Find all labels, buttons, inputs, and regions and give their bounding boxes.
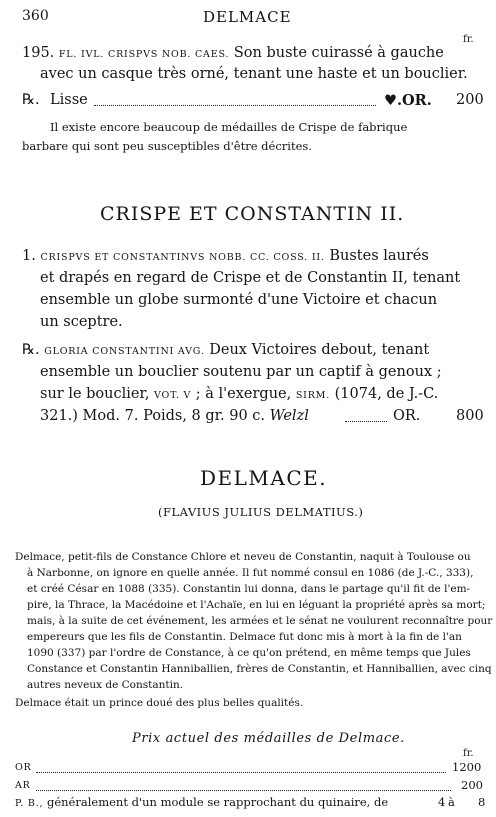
- entry-text: Bustes laurés: [329, 248, 429, 264]
- entry-text: (1074, de J.-C.: [334, 386, 439, 402]
- price: 800: [456, 408, 484, 424]
- entry-number: 1.: [22, 248, 36, 264]
- bio-line: et créé César en 1088 (335). Constantin lui donna, dans le partage qu'il fit de l'em-: [27, 583, 471, 595]
- dot-leader: [36, 790, 451, 791]
- dot-leader: [94, 105, 376, 106]
- coin-legend: CRISPVS ET CONSTANTINVS NOBB. CC. COSS. II.: [40, 252, 325, 263]
- dot-leader: [36, 772, 446, 773]
- bio-line: pire, la Thrace, la Macédoine et l'Achaïe, en lui en léguant la propriété après sa mort;: [27, 599, 486, 611]
- bio-line: Delmace, petit-fils de Constance Chlore et neveu de Constantin, naquit à Toulouse ou: [15, 551, 471, 563]
- mint-mark: ♥.OR.: [384, 92, 432, 109]
- price: 200: [456, 92, 484, 108]
- collector-name: Welzl: [269, 408, 309, 424]
- running-head: DELMACE: [203, 8, 292, 26]
- price-to: 8: [478, 795, 486, 809]
- bio-line: autres neveux de Constantin.: [27, 679, 184, 691]
- bio-line: empereurs que les fils de Constantin. Delmace fut donc mis à mort à la fin de l'an: [27, 631, 462, 643]
- bio-line: 1090 (337) par l'ordre de Constance, à ce qu'on prétend, en même temps que Jules: [27, 647, 471, 659]
- bio-line: Delmace était un prince doué des plus belles qualités.: [15, 697, 304, 709]
- price-from: 4: [438, 795, 446, 809]
- pb-text: généralement d'un module se rapprochant du quinaire, de: [46, 795, 389, 809]
- entry-text: 321.) Mod. 7. Poids, 8 gr. 90 c.: [40, 408, 266, 424]
- entry-195-line2: avec un casque très orné, tenant une haste et un bouclier.: [40, 66, 468, 82]
- bio-line: Constance et Constantin Hanniballien, frères de Constantin, et Hanniballien, avec cinq: [27, 663, 492, 675]
- coin-legend: GLORIA CONSTANTINI AVG.: [44, 346, 205, 357]
- metal: OR.: [393, 408, 421, 424]
- reverse-mark: ℞.: [22, 342, 40, 358]
- page-number: 360: [22, 8, 49, 24]
- section-title: CRISPE ET CONSTANTIN II.: [100, 203, 405, 225]
- entry-1-rev-line1: [22, 342, 429, 358]
- section-title: DELMACE.: [200, 466, 328, 490]
- bio-line: à Narbonne, on ignore en quelle année. Il fut nommé consul en 1086 (de J.-C., 333),: [27, 567, 474, 579]
- entry-1-rev-line2: ensemble un bouclier soutenu par un captif à genoux ;: [40, 364, 442, 380]
- entry-text: sur le bouclier,: [40, 386, 150, 402]
- reverse-text: Lisse: [50, 92, 88, 108]
- section-subtitle: (FLAVIUS JULIUS DELMATIUS.): [158, 505, 364, 519]
- entry-text: Deux Victoires debout, tenant: [209, 342, 430, 358]
- currency-label: fr.: [463, 748, 474, 759]
- price-to-word: à: [448, 795, 455, 809]
- entry-text: ; à l'exergue,: [195, 386, 292, 402]
- reverse-mark: ℞.: [22, 92, 40, 108]
- prices-title: Prix actuel des médailles de Delmace.: [132, 731, 405, 746]
- price: 1200: [452, 760, 482, 774]
- coin-legend: SIRM.: [295, 390, 331, 401]
- note-line2: barbare qui sont peu susceptibles d'être décrites.: [22, 139, 312, 153]
- bio-line: mais, à la suite de cet événement, les armées et le sénat ne voulurent reconnaître pour: [27, 615, 493, 627]
- dot-leader: [345, 421, 387, 422]
- entry-1-line4: un sceptre.: [40, 314, 123, 330]
- pb-line: [15, 795, 388, 809]
- entry-1-line1: [22, 248, 429, 264]
- entry-1-rev-line3: [40, 386, 438, 402]
- entry-1-rev-line4: [40, 408, 309, 424]
- entry-1-line3: ensemble un globe surmonté d'une Victoire et chacun: [40, 292, 438, 308]
- entry-number: 195.: [22, 45, 55, 61]
- metal-label: OR: [15, 762, 32, 773]
- currency-label: fr.: [463, 34, 474, 45]
- metal-label: P. B.,: [15, 798, 44, 809]
- metal-label: AR: [15, 780, 31, 791]
- entry-195-line1: [22, 45, 444, 61]
- entry-text: Son buste cuirassé à gauche: [233, 45, 444, 61]
- price: 200: [461, 778, 483, 792]
- entry-1-line2: et drapés en regard de Crispe et de Constantin II, tenant: [40, 270, 461, 286]
- note-line1: Il existe encore beaucoup de médailles de Crispe de fabrique: [50, 120, 408, 134]
- coin-legend: FL. IVL. CRISPVS NOB. CAES.: [58, 49, 230, 60]
- coin-legend: VOT. V: [154, 390, 192, 401]
